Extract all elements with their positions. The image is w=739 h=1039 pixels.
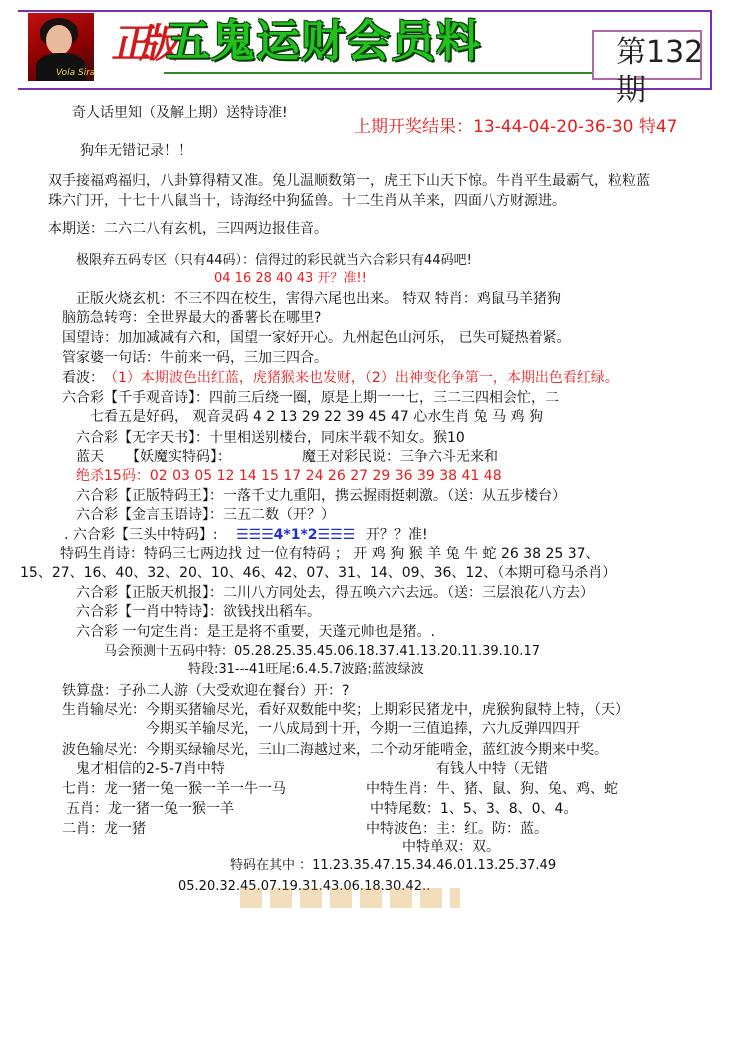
zodiac-lose-all: 生肖输尽光：今期买猪输尽光，看好双数能中奖；上期彩民猪龙中，虎猴狗鼠特上特，（天） [62,702,629,718]
wave-text: （1）本期波色出红蓝，虎猪猴来也发财，（2）出神变化争第一，本期出色看红绿。 [104,370,619,386]
seal-logo: 正版 [109,20,176,67]
header-banner [18,10,714,108]
seven-zodiac: 七肖：龙一猪一兔一猴一羊一牛一马 [62,781,286,797]
demon-code-label: 【妖魔实特码】： [126,449,231,465]
three-head-label: . 六合彩【三头中特码】: [64,527,218,543]
three-head-code: ☰☰☰4*1*2☰☰☰ [236,527,356,543]
poem-line-2: 珠六门开，十七十八鼠当十，诗海经中狗猛兽。十二生肖从羊来，四面八方财源进。 [48,193,566,209]
wordless-book: 六合彩【无字天书】：十里相送别楼台，同床半载不知女。猴10 [76,430,465,446]
tianji-report: 六合彩【正版天机报】：二川八方同处去，得五唤六六去远。（送：三层浪花八方去） [76,585,594,601]
faded-watermark [240,888,460,908]
brain-teaser: 脑筋急转弯：全世界最大的番薯长在哪里? [62,310,322,326]
zodiac-lose-all-2: 今期买羊输尽光，一八成局到十开，今期一三值追捧，六九反弹四四开 [146,721,580,737]
blue-sky-label: 蓝天 [76,449,104,465]
zodiac-numbers: 15、27、16、40、32、20、10、46、42、07、31、14、09、36、12、（本期可稳马杀肖） [20,565,617,581]
special-tail-digits: 中特尾数：1、5、3、8、0、4。 [370,801,578,817]
three-head-suffix: 开？？准! [366,527,428,543]
five-code-zone: 极限弃五码专区（只有44码）：信得过的彩民就当六合彩只有44码吧! [76,253,472,268]
poem-line-1: 双手接福鸡福归，八卦算得精又准。兔儿温顺数第一，虎王下山天下惊。牛肖平生最霸气，粒粒蓝 [48,173,650,189]
housekeeper-line: 管家婆一句话：牛前来一码，三加三四合。 [62,350,328,366]
title-underline [164,72,604,74]
wave-lose-all: 波色输尽光：今期买绿输尽光，三山二海越过来，二个动牙能啃金，蓝红波今期来中奖。 [62,742,608,758]
issue-number: 第132期 [616,35,704,108]
page-title: 五鬼运财会员料 [166,16,481,67]
special-code-list-1: 特码在其中 ：11.23.35.47.15.34.46.01.13.25.37.49 [230,858,557,873]
kill-15-codes: 绝杀15码：02 03 05 12 14 15 17 24 26 27 29 36 39 38 41 48 [76,468,502,484]
one-zodiac-poem: 六合彩【一肖中特诗】：欲钱找出稻车。 [76,604,321,620]
special-wave-color: 中特波色：主：红。防：蓝。 [366,821,548,837]
code-king: 六合彩【正版特码王】：一落千丈九重阳，携云握雨挺刺激。（送：从五步楼台） [76,488,566,504]
fifteen-code-forecast: 马会预测十五码中特：05.28.25.35.45.06.18.37.41.13.20.11.39.10.17 [104,644,540,659]
special-code-list-2: 05.20.32.45.07.19.31.43.06.18.30.42.. [178,879,431,894]
special-zodiac: 中特生肖：牛、猪、鼠、狗、兔、鸡、蛇 [366,781,618,797]
ghost-believe-label: 鬼才相信的2-5-7肖中特 [76,761,225,777]
fire-mystery: 正版火烧玄机：不三不四在校生，害得六尾也出来。 特双 特肖：鸡鼠马羊猪狗 [76,291,561,307]
iron-abacus: 铁算盘：子孙二人游（大受欢迎在餐台）开：? [62,683,350,699]
zodiac-poem: 特码生肖诗：特码三七两边找 过一位有特码 ； 开 鸡 狗 猴 羊 兔 牛 蛇 26 38 25 37、 [60,546,600,562]
two-zodiac: 二肖：龙一猪 [62,821,146,837]
avatar-tag: Vola Sira [56,68,96,78]
this-issue-send: 本期送：二六二八有玄机，三四两边报佳音。 [48,221,328,237]
five-code-numbers: 04 16 28 40 43 开？准!! [214,271,367,286]
golden-words: 六合彩【金言玉语诗】：三五二数（开？） [76,507,335,523]
five-zodiac: 五肖：龙一猪一兔一猴一羊 [66,801,234,817]
guanyin-poem-1: 六合彩【千手观音诗】：四前三后绕一圈，原是上期一一七，三二三四相会忙，二 [62,390,559,406]
special-odd-even: 中特单双：双。 [402,839,500,855]
rich-people-label: 有钱人中特（无错 [436,761,548,777]
intro-line: 奇人话里知（及解上期）送特诗准! [72,105,288,121]
dog-year-record: 狗年无错记录！！ [80,143,192,159]
guanyin-poem-2: 七看五是好码， 观音灵码 4 2 13 29 22 39 45 47 心水生肖 兔 马 鸡 狗 [90,409,544,425]
wave-label: 看波： [62,370,104,386]
last-draw-result: 上期开奖结果：13-44-04-20-36-30 特47 [354,117,678,137]
segment-tail-wave: 特段:31---41旺尾:6.4.5.7波路:蓝波绿波 [188,662,424,677]
one-sentence-zodiac: 六合彩 一句定生肖：是王是将不重要，天蓬元帅也是猪。. [76,624,435,640]
demon-king-line: 魔王对彩民说：三争六斗无来和 [302,449,498,465]
guowang-poem: 国望诗：加加减减有六和，国望一家好开心。九州起色山河乐， 已失可疑热着紧。 [62,330,571,346]
